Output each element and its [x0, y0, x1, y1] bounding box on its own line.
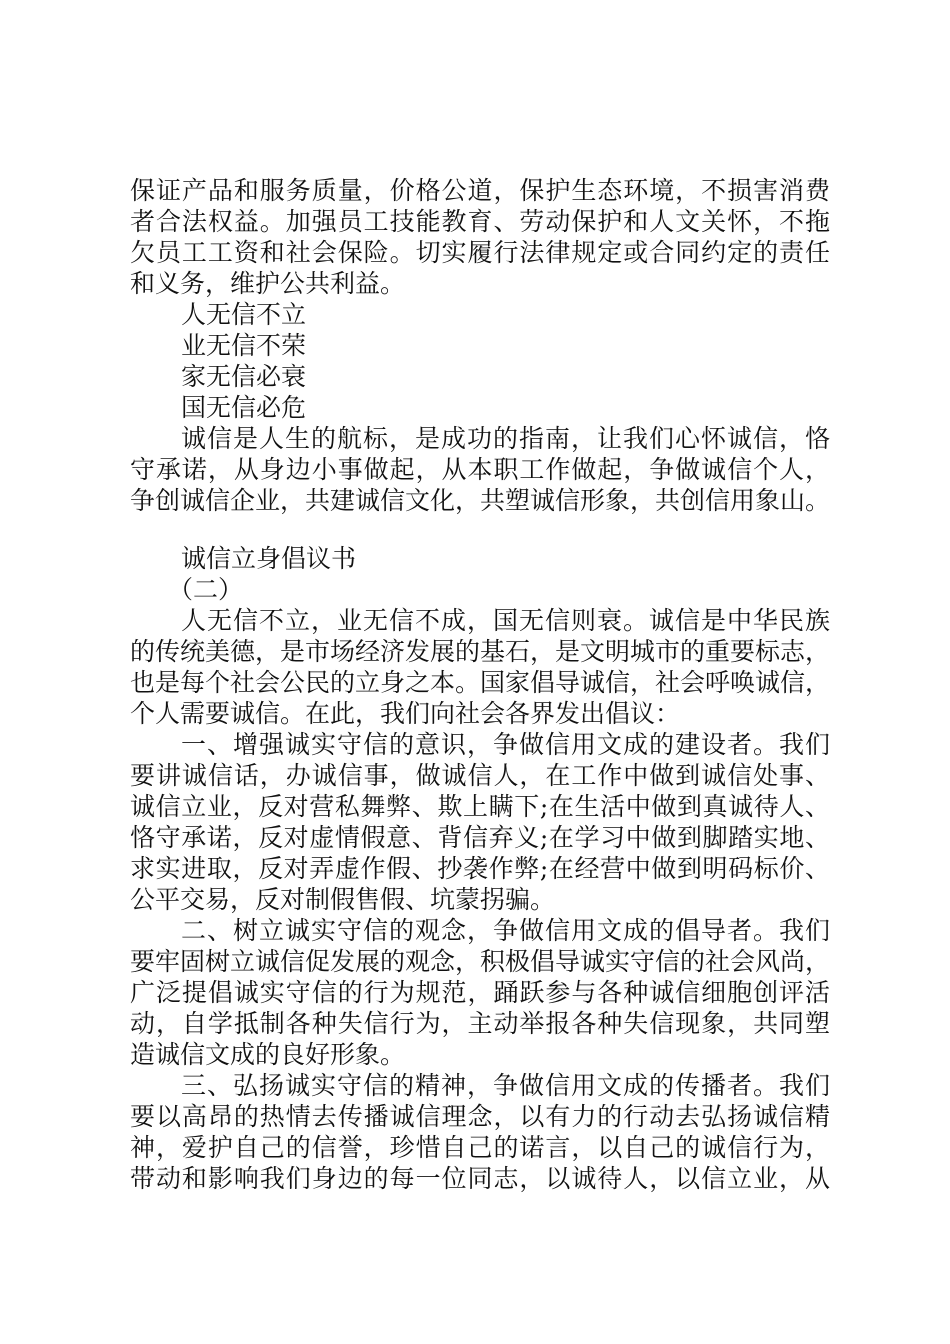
- paragraph-line: 者合法权益。加强员工技能教育、劳动保护和人文关怀，不拖: [130, 207, 830, 236]
- slogan-line: 家无信必衰: [181, 362, 307, 391]
- slogan-line: 人无信不立: [181, 300, 307, 329]
- paragraph-line: 求实进取，反对弄虚作假、抄袭作弊;在经营中做到明码标价、: [130, 854, 830, 883]
- paragraph-line: 恪守承诺，反对虚情假意、背信弃义;在学习中做到脚踏实地、: [130, 823, 830, 852]
- paragraph-line: 动，自学抵制各种失信行为，主动举报各种失信现象，共同塑: [130, 1009, 830, 1038]
- paragraph-line: 也是每个社会公民的立身之本。国家倡导诚信，社会呼唤诚信，: [130, 668, 831, 697]
- paragraph-line: 二、树立诚实守信的观念，争做信用文成的倡导者。我们: [181, 916, 830, 945]
- paragraph-line: 个人需要诚信。在此，我们向社会各界发出倡议：: [130, 699, 681, 728]
- paragraph-line: 三、弘扬诚实守信的精神，争做信用文成的传播者。我们: [181, 1071, 830, 1100]
- paragraph-line: 人无信不立，业无信不成，国无信则衰。诚信是中华民族: [181, 606, 830, 635]
- paragraph-line: 欠员工工资和社会保险。切实履行法律规定或合同约定的责任: [130, 238, 830, 267]
- paragraph-line: 造诚信文成的良好形象。: [130, 1040, 406, 1069]
- slogan-line: 业无信不荣: [181, 331, 307, 360]
- paragraph-line: 要牢固树立诚信促发展的观念，积极倡导诚实守信的社会风尚，: [130, 947, 831, 976]
- paragraph-line: 诚信立业，反对营私舞弊、欺上瞒下;在生活中做到真诚待人、: [130, 792, 830, 821]
- paragraph-line: 和义务，维护公共利益。: [130, 269, 406, 298]
- slogan-line: 国无信必危: [181, 393, 307, 422]
- paragraph-line: 广泛提倡诚实守信的行为规范，踊跃参与各种诚信细胞创评活: [130, 978, 830, 1007]
- paragraph-line: 争创诚信企业，共建诚信文化，共塑诚信形象，共创信用象山。: [130, 486, 831, 515]
- paragraph-line: 一、增强诚实守信的意识，争做信用文成的建设者。我们: [181, 730, 830, 759]
- paragraph-line: 公平交易，反对制假售假、坑蒙拐骗。: [130, 885, 556, 914]
- section-title: 诚信立身倡议书: [181, 544, 357, 573]
- paragraph-line: 神，爱护自己的信誉，珍惜自己的诺言，以自己的诚信行为，: [130, 1133, 830, 1162]
- paragraph-line: 带动和影响我们身边的每一位同志，以诚待人，以信立业，从: [130, 1164, 830, 1193]
- paragraph-line: 的传统美德，是市场经济发展的基石，是文明城市的重要标志，: [130, 637, 831, 666]
- paragraph-line: 要以高昂的热情去传播诚信理念，以有力的行动去弘扬诚信精: [130, 1102, 830, 1131]
- paragraph-line: 诚信是人生的航标，是成功的指南，让我们心怀诚信，恪: [181, 424, 830, 453]
- paragraph-line: 守承诺，从身边小事做起，从本职工作做起，争做诚信个人，: [130, 455, 830, 484]
- section-number: （二）: [168, 575, 244, 604]
- paragraph-line: 要讲诚信话，办诚信事，做诚信人，在工作中做到诚信处事、: [130, 761, 830, 790]
- paragraph-line: 保证产品和服务质量，价格公道，保护生态环境，不损害消费: [130, 176, 830, 205]
